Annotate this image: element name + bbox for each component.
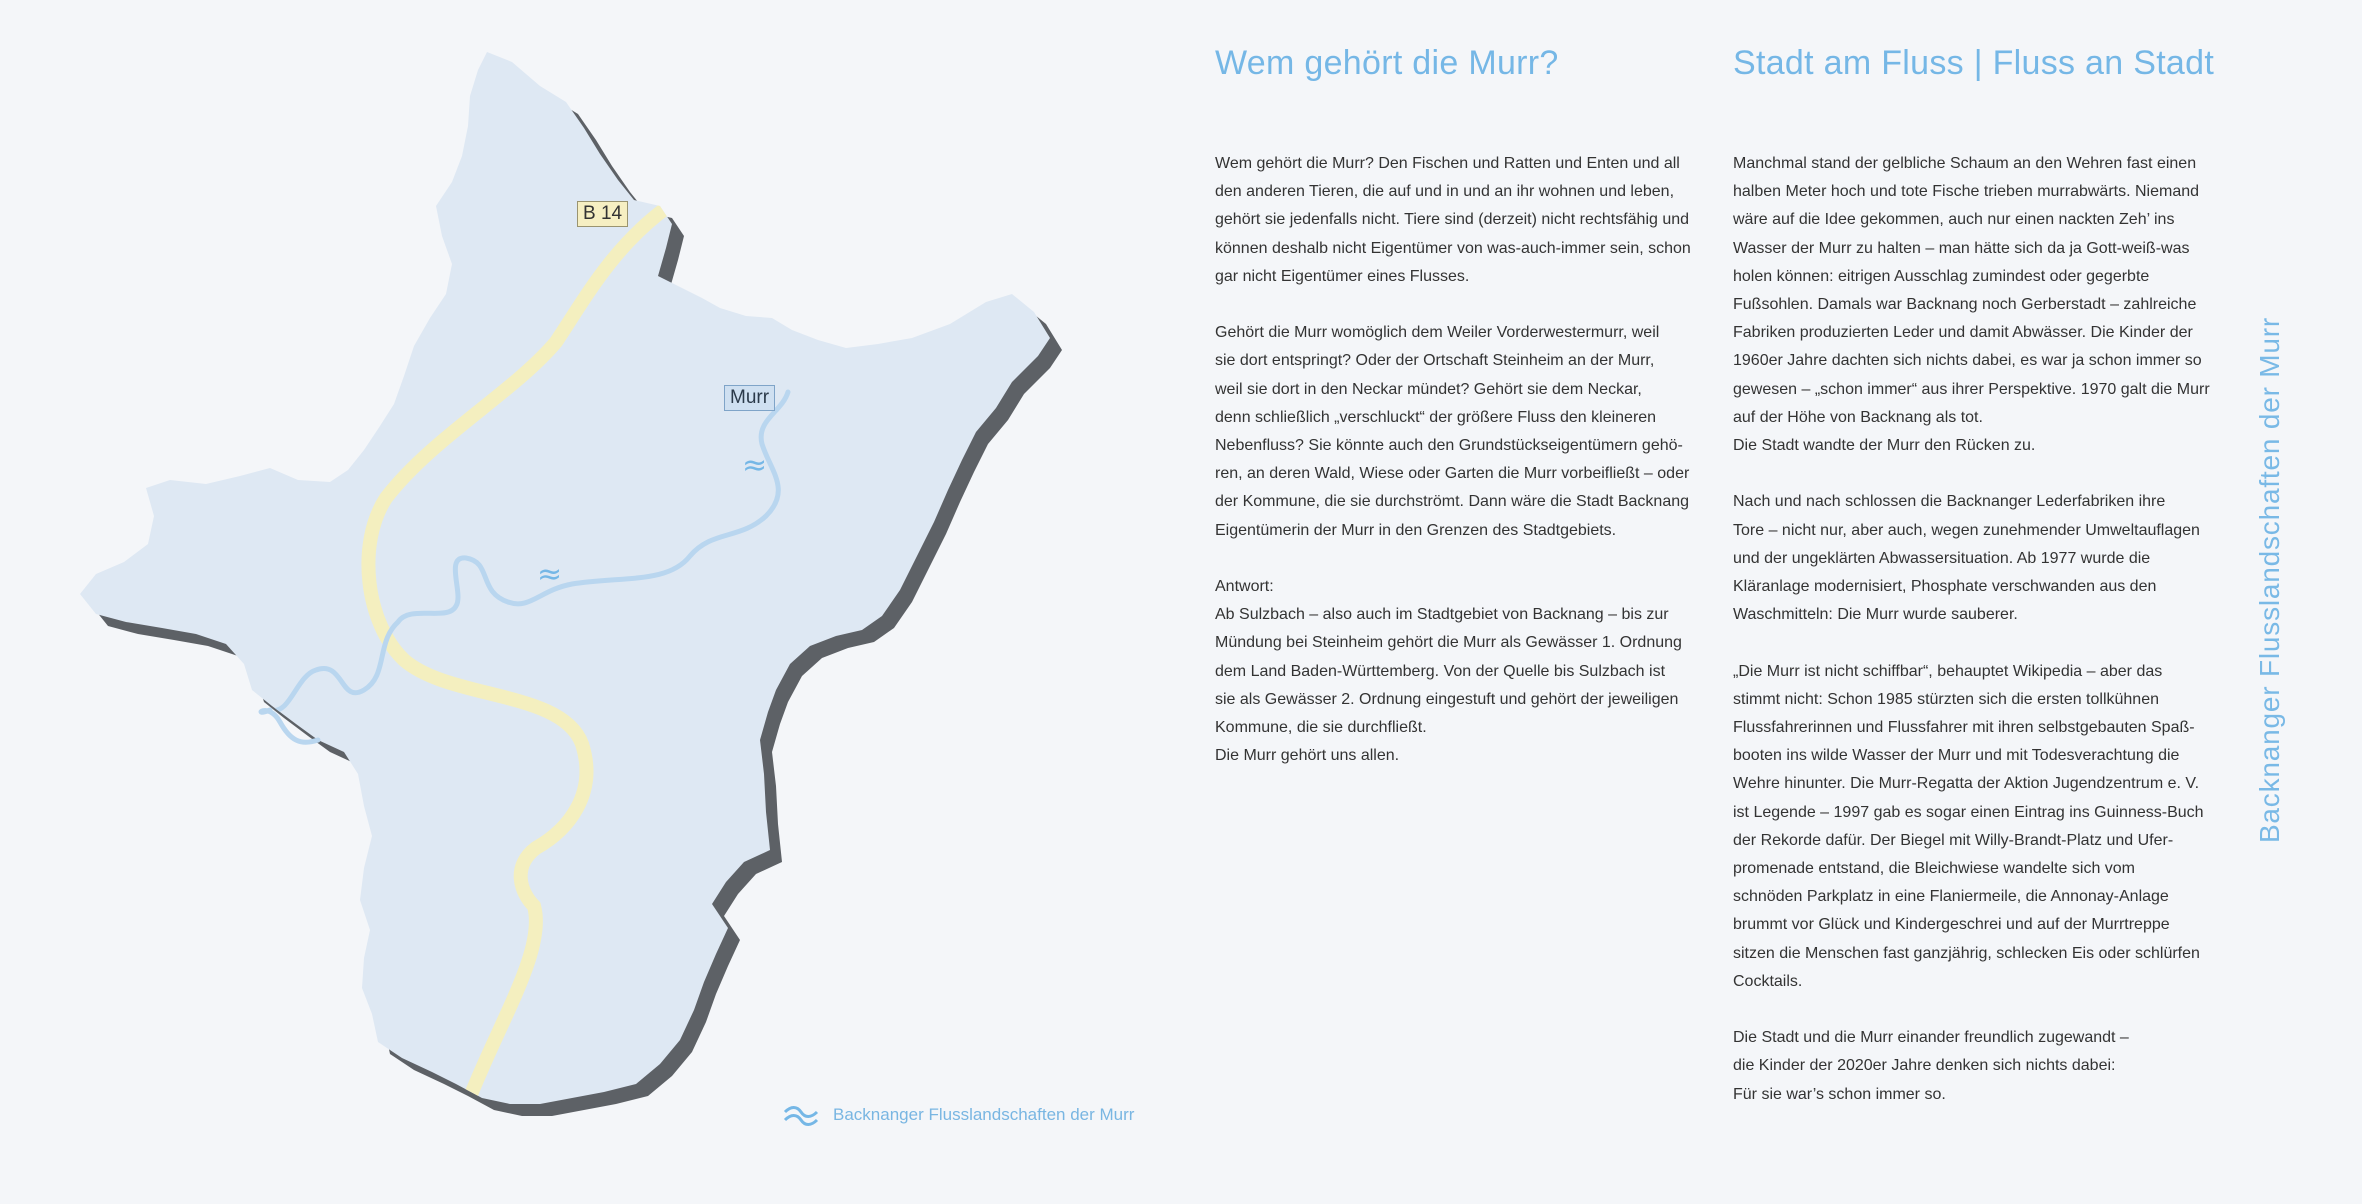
heading-stadt-am-fluss: Stadt am Fluss | Fluss an Stadt — [1733, 44, 2215, 82]
text-line: Ab Sulzbach – also auch im Stadtgebiet von Backnang – bis zur — [1215, 606, 1669, 624]
paragraph — [1215, 319, 1715, 545]
text-line: wäre auf die Idee gekommen, auch nur einen nackten Zeh’ ins — [1733, 211, 2175, 229]
text-line: Cocktails. — [1733, 972, 1803, 990]
text-line: Die Murr gehört uns allen. — [1215, 747, 1400, 765]
text-line: Manchmal stand der gelbliche Schaum an den Wehren fast einen — [1733, 155, 2197, 172]
wave-marker-1: ≈ — [742, 448, 768, 483]
text-line: der Kommune, die sie durchströmt. Dann wäre die Stadt Backnang — [1215, 493, 1690, 511]
paragraph — [1733, 1024, 2233, 1109]
paragraph — [1215, 150, 1715, 291]
river-label-murr: Murr — [724, 385, 775, 411]
text-line: Kommune, die sie durchfließt. — [1215, 719, 1427, 737]
text-line: Fußsohlen. Damals war Backnang noch Gerberstadt – zahlreiche — [1733, 296, 2197, 314]
text-line: halben Meter hoch und tote Fische trieben murrabwärts. Niemand — [1733, 183, 2200, 201]
right-text-column — [1733, 150, 2233, 1137]
text-line: Mündung bei Steinheim gehört die Murr als Gewässer 1. Ordnung — [1215, 634, 1682, 652]
text-line: gehört sie jedenfalls nicht. Tiere sind (derzeit) nicht rechtsfähig und — [1215, 211, 1690, 229]
text-line: Für sie war’s schon immer so. — [1733, 1085, 1946, 1103]
text-line: können deshalb nicht Eigentümer von was-auch-immer sein, schon — [1215, 239, 1691, 257]
text-line: sie als Gewässer 2. Ordnung eingestuft und gehört der jeweiligen — [1215, 690, 1679, 708]
text-line: Kläranlage modernisiert, Phosphate verschwanden aus den — [1733, 578, 2157, 596]
paragraph — [1733, 488, 2233, 629]
paragraph — [1733, 658, 2233, 996]
text-line: den anderen Tieren, die auf und in und an ihr wohnen und leben, — [1215, 183, 1675, 201]
text-line: Nach und nach schlossen die Backnanger Lederfabriken ihre — [1733, 493, 2166, 511]
land-area — [80, 52, 1050, 1104]
text-line: sitzen die Menschen fast ganzjährig, schlecken Eis oder schlürfen — [1733, 944, 2200, 962]
text-line: schnöden Parkplatz in eine Flaniermeile, die Annonay-Anlage — [1733, 888, 2169, 906]
left-text-column — [1215, 150, 1715, 799]
text-line: 1960er Jahre dachten sich nichts dabei, es war ja schon immer so — [1733, 352, 2202, 370]
text-line: Die Stadt wandte der Murr den Rücken zu. — [1733, 437, 2036, 455]
text-line: Tore – nicht nur, aber auch, wegen zunehmender Umweltauflagen — [1733, 521, 2200, 539]
legend-label: Backnanger Flusslandschaften der Murr — [833, 1105, 1135, 1124]
text-line: Wasser der Murr zu halten – man hätte sich da ja Gott-weiß-was — [1733, 239, 2190, 257]
text-line: Wehre hinunter. Die Murr-Regatta der Aktion Jugendzentrum e. V. — [1733, 775, 2200, 793]
text-line: stimmt nicht: Schon 1985 stürzten sich die ersten tollkühnen — [1733, 690, 2159, 708]
text-line: Gehört die Murr womöglich dem Weiler Vorderwestermurr, weil — [1215, 324, 1660, 342]
text-line: sie dort entspringt? Oder der Ortschaft Steinheim an der Murr, — [1215, 352, 1655, 370]
heading-wem-gehoert-die-murr: Wem gehört die Murr? — [1215, 44, 1559, 82]
text-line: weil sie dort in den Neckar mündet? Gehört sie dem Neckar, — [1215, 380, 1642, 398]
text-line: Eigentümerin der Murr in den Grenzen des Stadtgebiets. — [1215, 521, 1617, 539]
text-line: Antwort: — [1215, 578, 1274, 596]
text-line: ist Legende – 1997 gab es sogar einen Eintrag ins Guinness-Buch — [1733, 803, 2204, 821]
text-line: Wem gehört die Murr? Den Fischen und Ratten und Enten und all — [1215, 155, 1680, 172]
text-line: auf der Höhe von Backnang als tot. — [1733, 408, 1983, 426]
text-line: gar nicht Eigentümer eines Flusses. — [1215, 267, 1470, 285]
text-line: gewesen – „schon immer“ aus ihrer Perspektive. 1970 galt die Murr — [1733, 380, 2210, 398]
wave-legend-icon — [783, 1104, 819, 1126]
text-line: Die Stadt und die Murr einander freundlich zugewandt – — [1733, 1029, 2129, 1047]
text-line: dem Land Baden-Württemberg. Von der Quelle bis Sulzbach ist — [1215, 662, 1666, 680]
text-line: die Kinder der 2020er Jahre denken sich nichts dabei: — [1733, 1057, 2116, 1075]
text-line: denn schließlich „verschluckt“ der größere Fluss den kleineren — [1215, 408, 1657, 426]
vertical-series-title: Backnanger Flusslandschaften der Murr — [2254, 316, 2285, 844]
text-line: brummt vor Glück und Kindergeschrei und auf der Murrtreppe — [1733, 916, 2170, 934]
paragraph — [1733, 150, 2233, 460]
text-line: Flussfahrerinnen und Flussfahrer mit ihren selbstgebauten Spaß- — [1733, 719, 2195, 737]
road-label-b14: B 14 — [577, 201, 628, 227]
paragraph — [1215, 573, 1715, 770]
text-line: promenade entstand, die Bleichwiese wandelte sich vom — [1733, 860, 2136, 878]
map-legend — [783, 1104, 1134, 1126]
text-line: und der ungeklärten Abwassersituation. Ab 1977 wurde die — [1733, 549, 2151, 567]
text-line: ren, an deren Wald, Wiese oder Garten die Murr vorbeifließt – oder — [1215, 465, 1690, 483]
wave-marker-2: ≈ — [537, 557, 563, 592]
text-line: „Die Murr ist nicht schiffbar“, behauptet Wikipedia – aber das — [1733, 662, 2163, 680]
text-line: holen können: eitrigen Ausschlag zumindest oder gegerbte — [1733, 267, 2150, 285]
text-line: Fabriken produzierten Leder und damit Abwässer. Die Kinder der — [1733, 324, 2193, 342]
text-line: der Rekorde dafür. Der Biegel mit Willy-Brandt-Platz und Ufer- — [1733, 831, 2174, 849]
text-line: Nebenfluss? Sie könnte auch den Grundstückseigentümern gehö- — [1215, 437, 1683, 455]
text-line: booten ins wilde Wasser der Murr und mit Todesverachtung die — [1733, 747, 2180, 765]
text-line: Waschmitteln: Die Murr wurde sauberer. — [1733, 606, 2018, 624]
